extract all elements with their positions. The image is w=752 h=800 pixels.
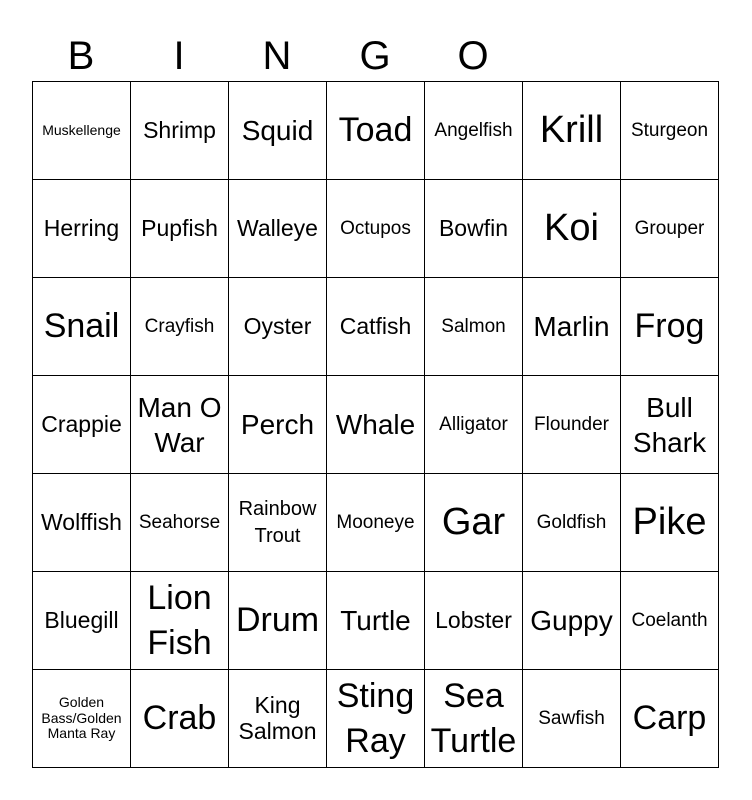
bingo-cell[interactable]: Koi (523, 180, 621, 278)
bingo-cell[interactable]: Krill (523, 82, 621, 180)
bingo-cell[interactable]: Perch (229, 376, 327, 474)
bingo-cell[interactable]: Crab (131, 670, 229, 768)
bingo-cell[interactable]: Pike (621, 474, 719, 572)
bingo-board (32, 81, 719, 768)
bingo-cell[interactable]: Salmon (425, 278, 523, 376)
bingo-cell[interactable]: Snail (33, 278, 131, 376)
bingo-cell[interactable]: Crayfish (131, 278, 229, 376)
bingo-cell[interactable]: Squid (229, 82, 327, 180)
header-letter-i: I (173, 34, 185, 78)
bingo-cell[interactable]: Alligator (425, 376, 523, 474)
bingo-cell[interactable]: Herring (33, 180, 131, 278)
bingo-cell[interactable]: Walleye (229, 180, 327, 278)
bingo-cell[interactable]: King Salmon (229, 670, 327, 768)
bingo-cell[interactable]: Sturgeon (621, 82, 719, 180)
bingo-cell[interactable]: Sea Turtle (425, 670, 523, 768)
bingo-cell[interactable]: Shrimp (131, 82, 229, 180)
bingo-cell[interactable]: Frog (621, 278, 719, 376)
bingo-cell[interactable]: Bluegill (33, 572, 131, 670)
bingo-cell[interactable]: Wolffish (33, 474, 131, 572)
header-letter-n: N (262, 34, 292, 78)
bingo-cell[interactable]: Man O War (131, 376, 229, 474)
bingo-cell[interactable]: Toad (327, 82, 425, 180)
bingo-cell[interactable]: Grouper (621, 180, 719, 278)
bingo-cell[interactable]: Goldfish (523, 474, 621, 572)
bingo-cell[interactable]: Sawfish (523, 670, 621, 768)
bingo-cell[interactable]: Lion Fish (131, 572, 229, 670)
bingo-cell[interactable]: Gar (425, 474, 523, 572)
bingo-cell[interactable]: Bull Shark (621, 376, 719, 474)
bingo-cell[interactable]: Marlin (523, 278, 621, 376)
bingo-cell[interactable]: Carp (621, 670, 719, 768)
bingo-cell[interactable]: Angelfish (425, 82, 523, 180)
bingo-cell[interactable]: Coelanth (621, 572, 719, 670)
bingo-cell[interactable]: Lobster (425, 572, 523, 670)
header-letter-o: O (457, 34, 489, 78)
bingo-cell[interactable]: Pupfish (131, 180, 229, 278)
bingo-cell[interactable]: Rainbow Trout (229, 474, 327, 572)
bingo-cell[interactable]: Seahorse (131, 474, 229, 572)
bingo-cell[interactable]: Crappie (33, 376, 131, 474)
bingo-cell[interactable]: Mooneye (327, 474, 425, 572)
bingo-cell[interactable]: Flounder (523, 376, 621, 474)
bingo-cell[interactable]: Sting Ray (327, 670, 425, 768)
bingo-cell[interactable]: Catfish (327, 278, 425, 376)
bingo-cell[interactable]: Muskellenge (33, 82, 131, 180)
bingo-cell[interactable]: Oyster (229, 278, 327, 376)
bingo-cell[interactable]: Bowfin (425, 180, 523, 278)
bingo-header (32, 30, 522, 82)
bingo-cell[interactable]: Drum (229, 572, 327, 670)
bingo-cell[interactable]: Whale (327, 376, 425, 474)
bingo-cell[interactable]: Guppy (523, 572, 621, 670)
header-letter-b: B (67, 34, 95, 78)
bingo-cell[interactable]: Turtle (327, 572, 425, 670)
bingo-cell[interactable]: Octupos (327, 180, 425, 278)
header-letter-g: G (359, 34, 391, 78)
bingo-cell[interactable]: Golden Bass/Golden Manta Ray (33, 670, 131, 768)
